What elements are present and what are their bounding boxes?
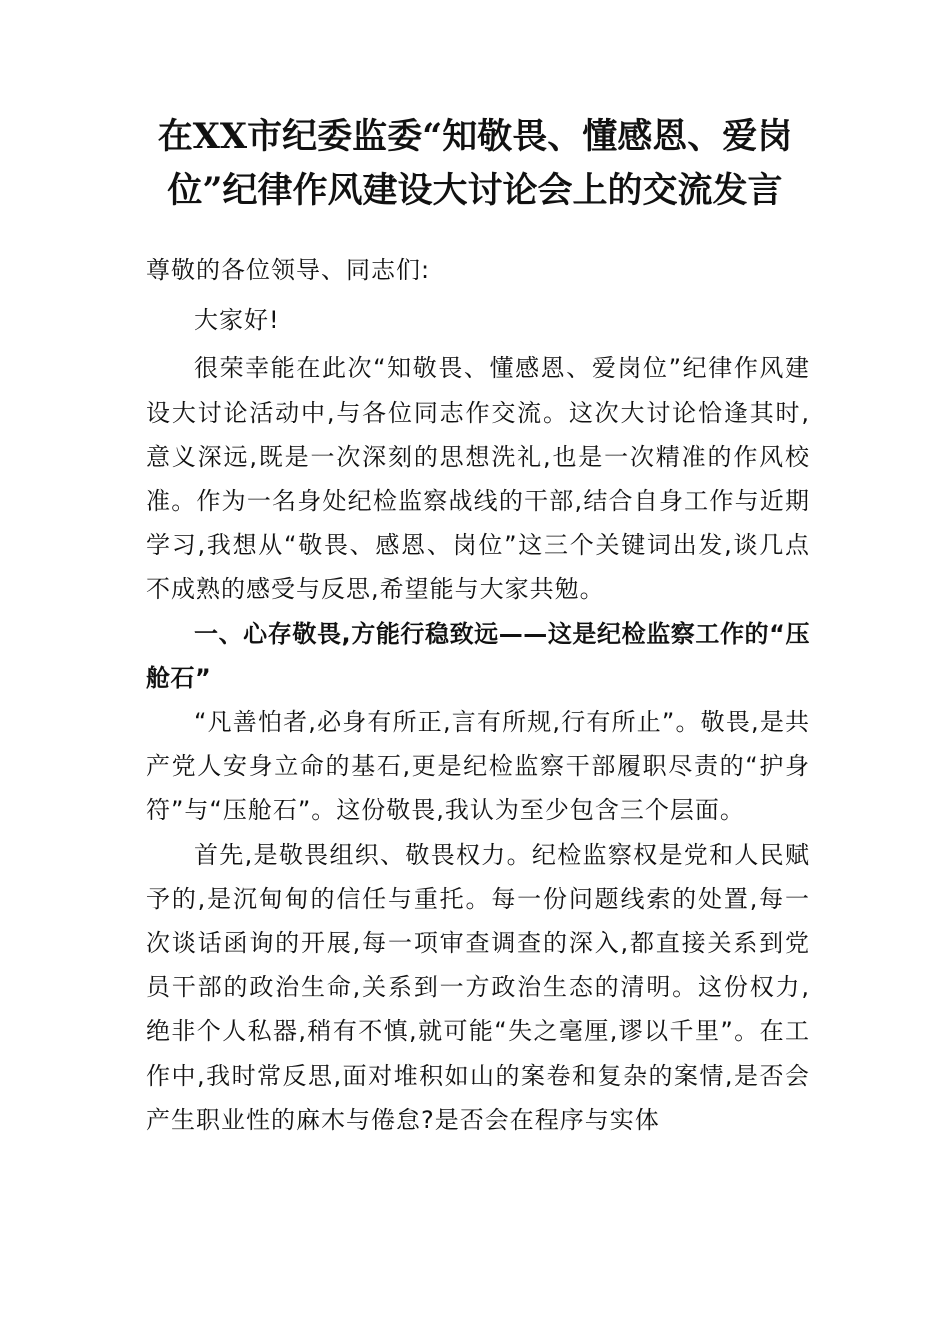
document-body — [146, 248, 810, 1142]
paragraph-first-point: 首先,是敬畏组织、敬畏权力。纪检监察权是党和人民赋予的,是沉甸甸的信任与重托。每一份问题线索的处置,每一次谈话函询的开展,每一项审查调查的深入,都直接关系到党员干部的政治生命,关系到一方政治生态的清明。这份权力,绝非个人私器,稍有不慎,就可能“失之毫厘,谬以千里”。在工作中,我时常反思,面对堆积如山的案卷和复杂的案情,是否会产生职业性的麻木与倦怠?是否会在程序与实体 — [146, 840, 810, 1134]
paragraph-intro: 很荣幸能在此次“知敬畏、懂感恩、爱岗位”纪律作风建设大讨论活动中,与各位同志作交流。这次大讨论恰逢其时,意义深远,既是一次深刻的思想洗礼,也是一次精准的作风校准。作为一名身处纪检监察战线的干部,结合自身工作与近期学习,我想从“敬畏、感恩、岗位”这三个关键词出发,谈几点不成熟的感受与反思,希望能与大家共勉。 — [146, 354, 810, 604]
document-title: 在XX市纪委监委“知敬畏、懂感恩、爱岗位”纪律作风建设大讨论会上的交流发言 — [157, 116, 793, 211]
paragraph-awe: “凡善怕者,必身有所正,言有所规,行有所止”。敬畏,是共产党人安身立命的基石,更是纪检监察干部履职尽责的“护身符”与“压舱石”。这份敬畏,我认为至少包含三个层面。 — [146, 708, 810, 825]
section-heading-1: 一、心存敬畏,方能行稳致远——这是纪检监察工作的“压舱石” — [146, 619, 810, 692]
greeting: 大家好! — [194, 306, 280, 335]
salutation: 尊敬的各位领导、同志们: — [146, 256, 431, 284]
